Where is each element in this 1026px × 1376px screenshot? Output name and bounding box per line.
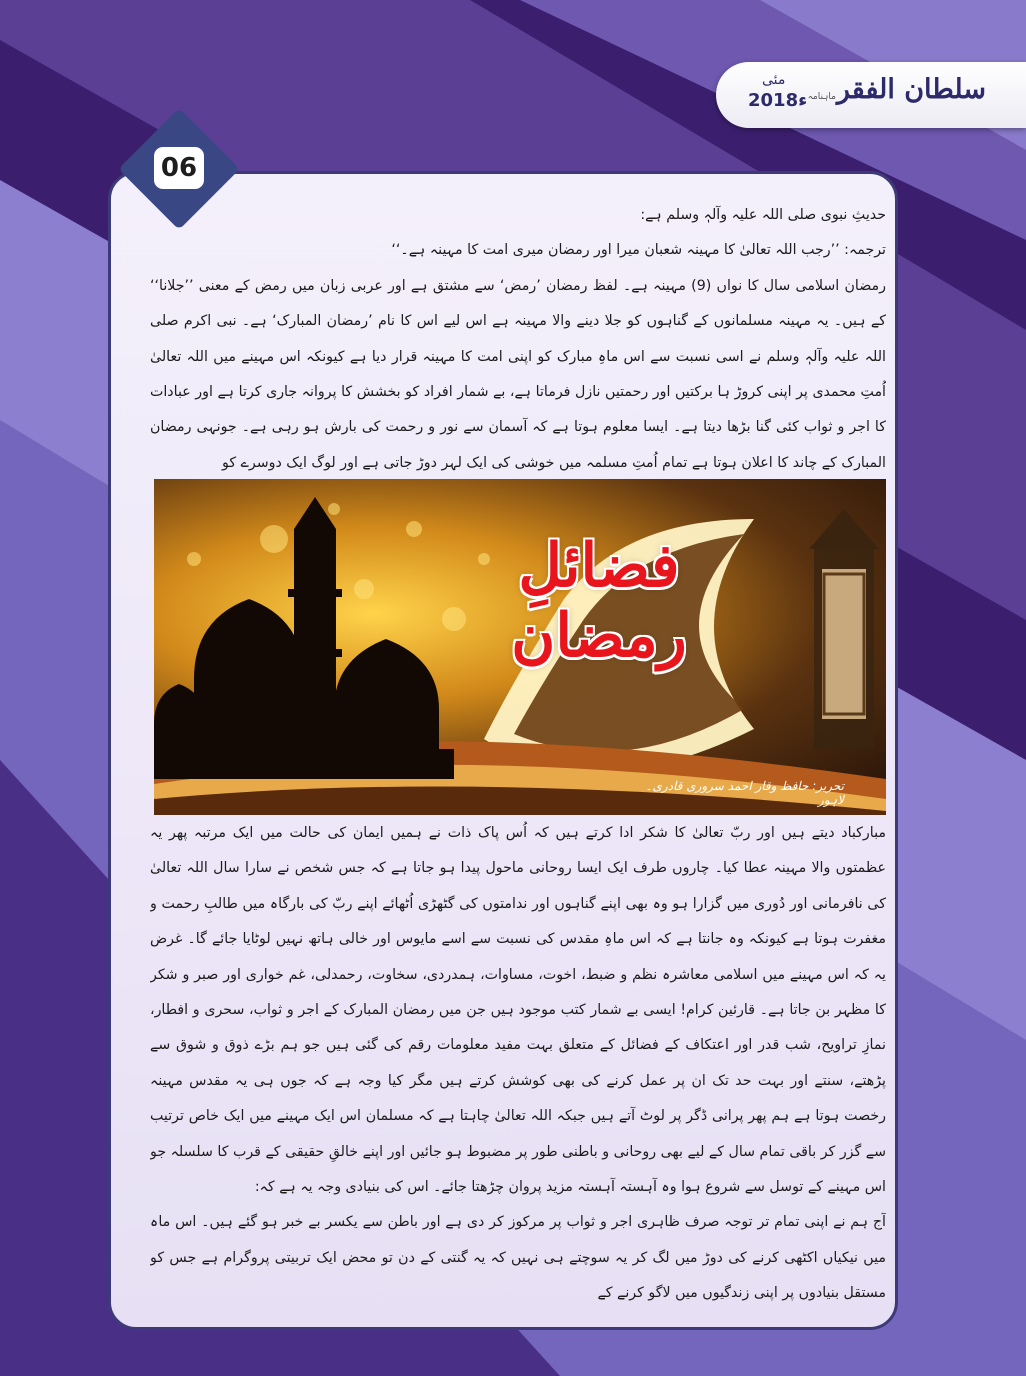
hadith-heading: حدیثِ نبوی صلی اللہ علیہ وآلہٖ وسلم ہے:	[640, 207, 886, 223]
body-paragraph: آج ہم نے اپنی تمام تر توجہ صرف ظاہری اجر و ثواب پر مرکوز کر دی ہے اور باطن سے یکسر بے خبر ہو گئے ہیں۔ اس ماہ میں نیکیاں اکٹھی کرنے کی دوڑ میں لگ کر یہ سوچتے ہی نہیں کہ یہ گنتی کے دن تو محض ایک تربیتی پروگرام ہے جس کو مستقل بنیادوں پر اپنی زندگیوں میں لاگو کرنے کے	[150, 1214, 886, 1302]
article-banner	[154, 479, 886, 815]
masthead-prefix: ماہنامہ	[807, 92, 836, 102]
intro-paragraph: رمضان اسلامی سال کا نواں (9) مہینہ ہے۔ لفظ رمضان ’رمض‘ سے مشتق ہے اور عربی زبان میں رمض کے معنی ’’جلانا‘‘ کے ہیں۔ یہ مہینہ مسلمانوں کے گناہوں کو جلا دینے والا مہینہ ہے اس لیے اس کا نام ’رمضان المبارک‘ ہے۔ نبی اکرم صلی اللہ علیہ وآلہٖ وسلم نے اسی نسبت سے اس ماہِ مبارک کو اپنی امت کا مہینہ قرار دیا ہے کیونکہ اس مہینے میں اللہ تعالیٰ اُمتِ محمدی پر اپنی کروڑ ہا برکتیں اور رحمتیں نازل فرماتا ہے، بے شمار افراد کو بخشش کا پروانہ جاری کرتا ہے اور عبادات کا اجر و ثواب کئی گنا بڑھا دیتا ہے۔ ایسا معلوم ہوتا ہے کہ آسمان سے نور و رحمت کی بارش ہو رہی ہے۔ جونہی رمضان المبارک کے چاند کا اعلان ہوتا ہے تمام اُمتِ مسلمہ میں خوشی کی ایک لہر دوڑ جاتی ہے اور لوگ ایک دوسرے کو	[150, 277, 886, 471]
magazine-masthead	[716, 62, 1026, 128]
body-paragraph: مبارکباد دیتے ہیں اور ربّ تعالیٰ کا شکر ادا کرتے ہیں کہ اُس پاک ذات نے ہمیں ایمان کی حالت میں ایک مرتبہ پھر یہ عظمتوں والا مہینہ عطا کیا۔ چاروں طرف ایک ایسا روحانی ماحول پیدا ہو جاتا ہے کہ جس شخص نے سارا سال اللہ تعالیٰ کی نافرمانی اور دُوری میں گزارا ہو وہ بھی اپنے گناہوں اور ندامتوں کی گٹھڑی اُٹھائے اپنے ربّ کی بارگاہ میں طالبِ رحمت و مغفرت ہوتا ہے کیونکہ وہ جانتا ہے کہ اس ماہِ مقدس کی نسبت سے اسے مایوس اور خالی ہاتھ نہیں لوٹایا جائے گا۔ غرض یہ کہ اس مہینے میں اسلامی معاشرہ نظم و ضبط، اخوت، مساوات، ہمدردی، سخاوت، رحمدلی، غم خواری اور صبر و شکر کا مظہر بن جاتا ہے۔ قارئین کرام! ایسی بے شمار کتب موجود ہیں جن میں رمضان المبارک کے اجر و ثواب، سحری و افطار، نمازِ تراویح، شب قدر اور اعتکاف کے فضائل کے متعلق بہت مفید معلومات رقم کی گئی ہیں جو ہم بڑے ذوق و شوق سے پڑھتے، سنتے اور بہت حد تک ان پر عمل کرنے کی بھی کوشش کرتے ہیں مگر کیا وجہ ہے کہ جوں ہی یہ مقدس مہینہ رخصت ہوتا ہے ہم پھر پرانی ڈگر پر لوٹ آتے ہیں جبکہ اللہ تعالیٰ چاہتا ہے کہ مسلمان اس ایک مہینے میں ایک خاص ترتیب سے گزر کر باقی تمام سال کے لیے بھی روحانی و باطنی طور پر مضبوط ہو جائیں اور اپنے خالقِ حقیقی کے قرب کا سلسلہ جو اس مہینے کے توسل سے شروع ہوا وہ آہستہ آہستہ مزید پروان چڑھتا جائے۔ اس کی بنیادی وجہ یہ ہے کہ:	[150, 825, 886, 1196]
banner-title: فضائلِ رمضان	[511, 531, 687, 671]
hadith-translation: ترجمہ: ’’رجب اللہ تعالیٰ کا مہینہ شعبان میرا اور رمضان میری امت کا مہینہ ہے۔‘‘	[391, 242, 886, 259]
article-intro	[150, 198, 886, 481]
magazine-logo: سلطان الفقر	[836, 74, 986, 105]
issue-month: مئی	[762, 72, 786, 88]
page-number: 06	[154, 147, 204, 189]
issue-year: 2018ء	[748, 90, 808, 111]
article-body	[150, 816, 886, 1312]
author-credit: تحریر: حافظ وقار احمد سروری قادری۔ لاہور	[645, 779, 844, 807]
